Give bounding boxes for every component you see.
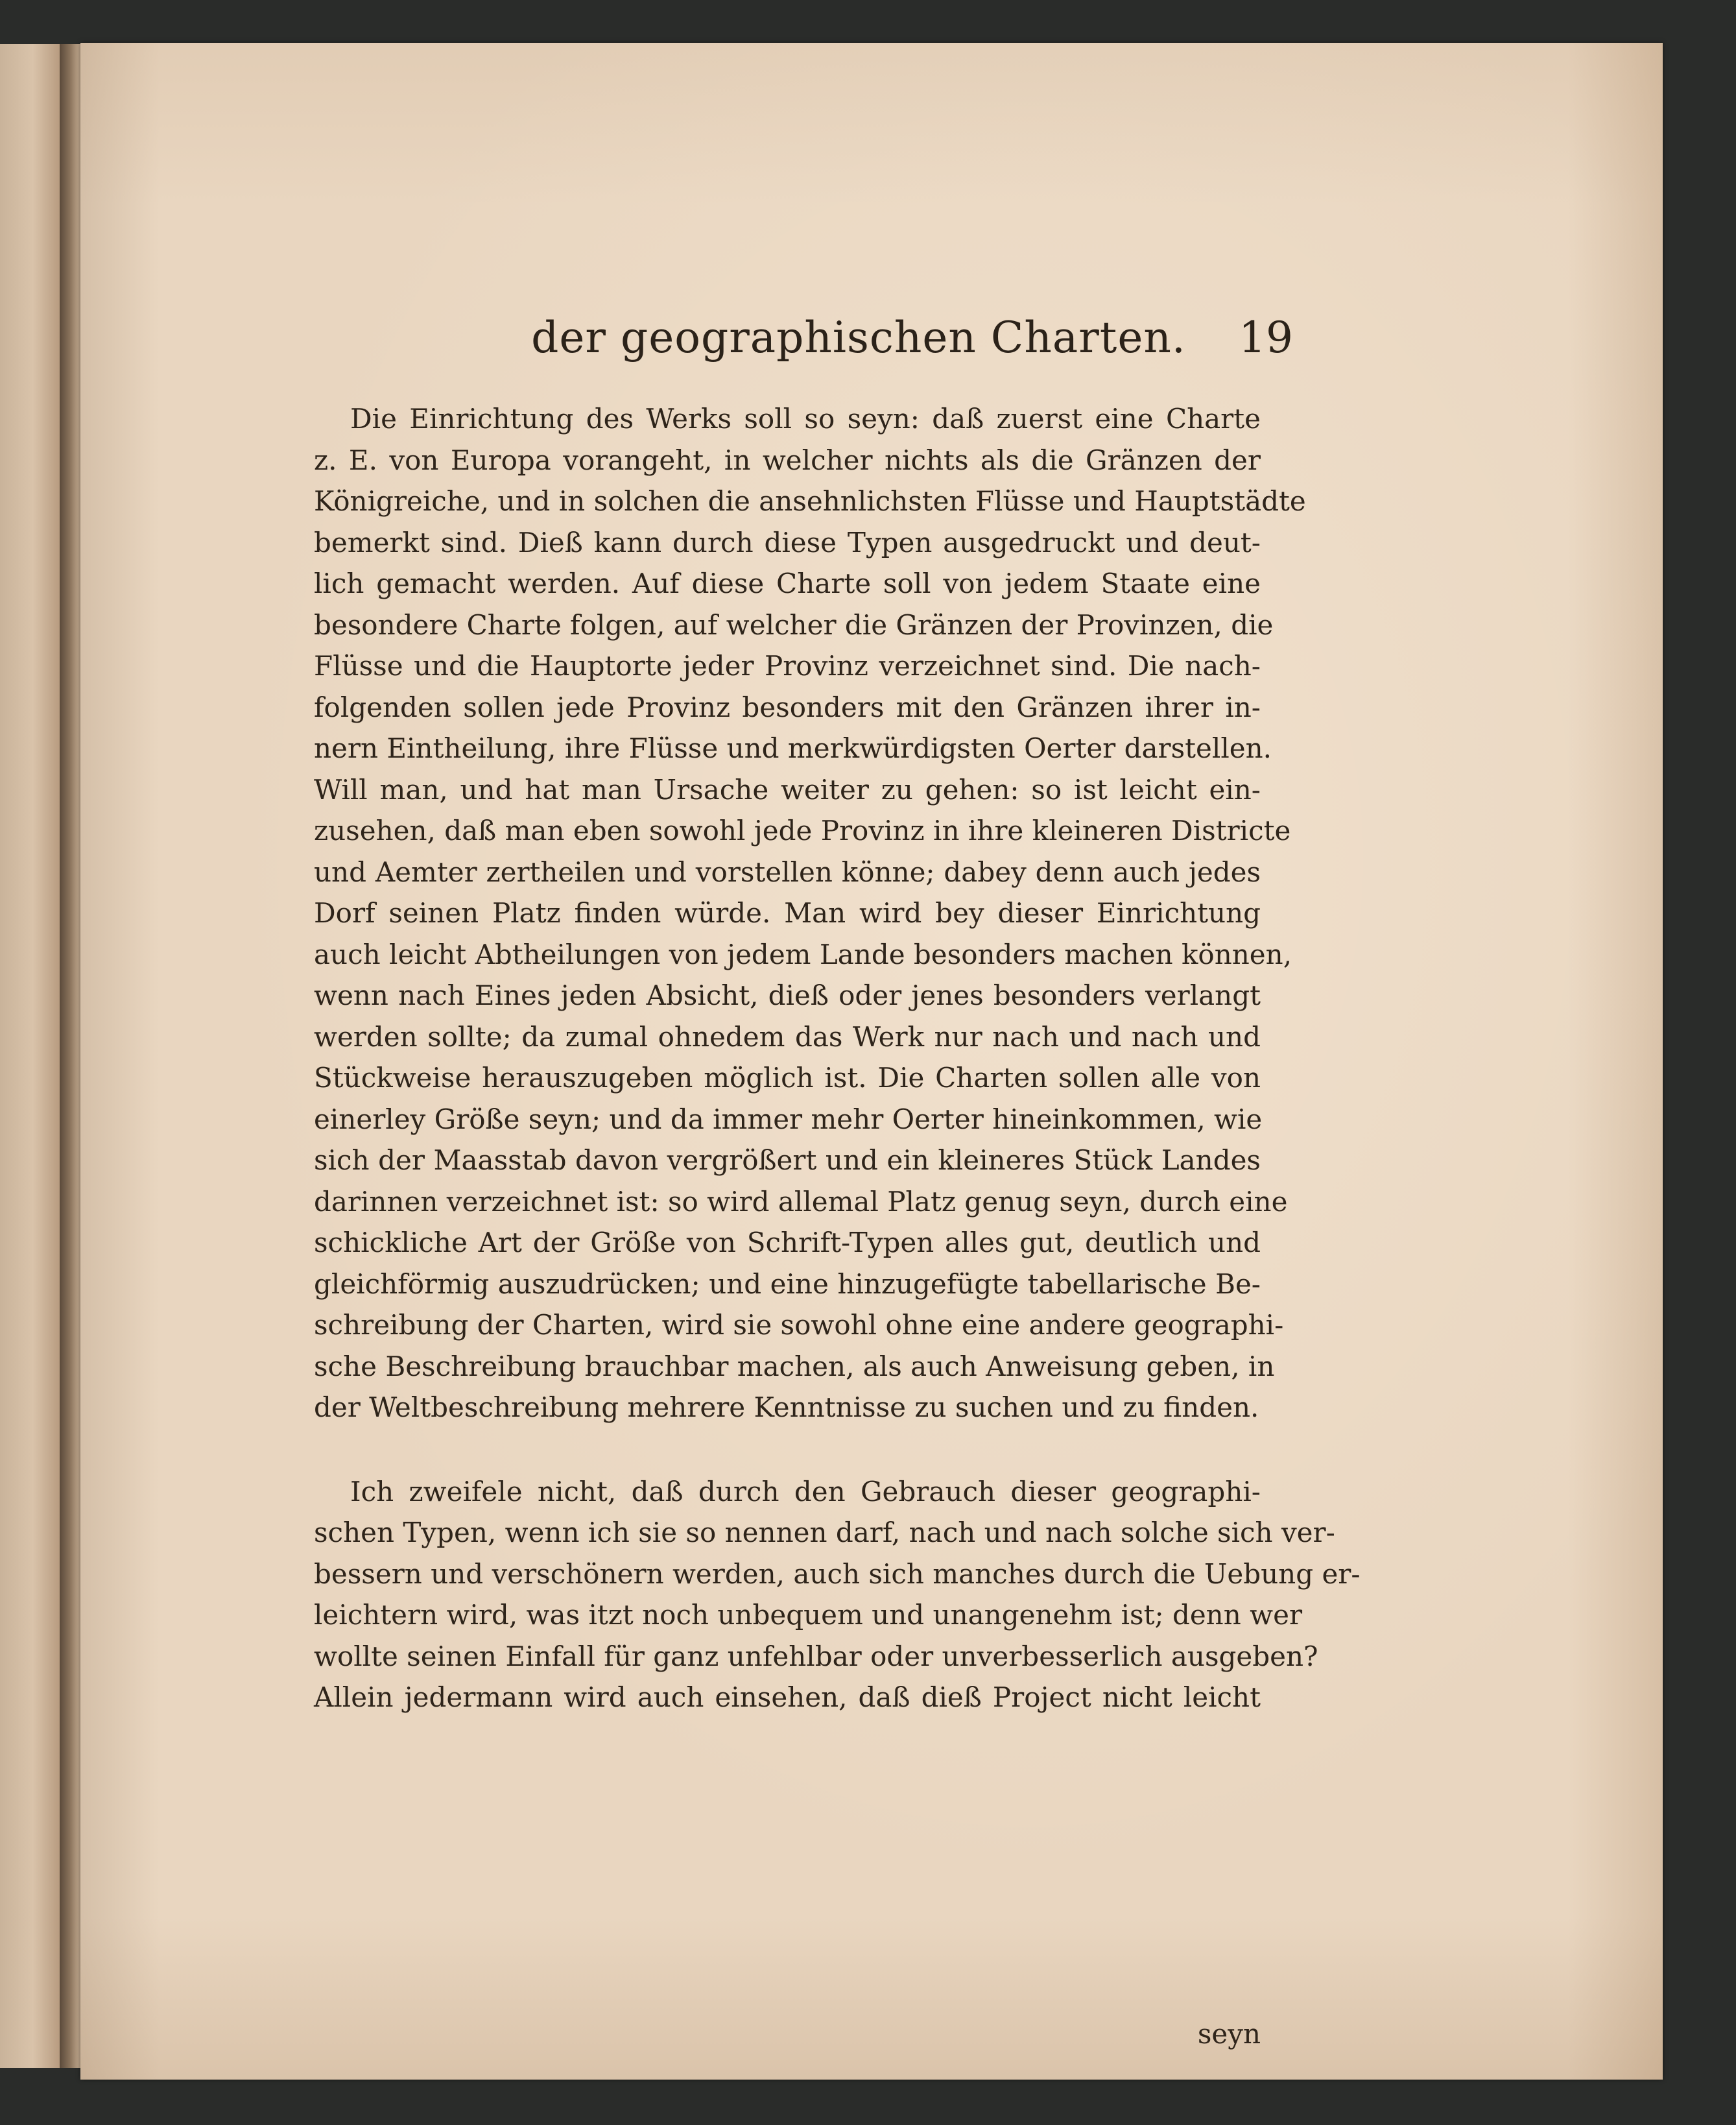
paragraph-2: [314, 1471, 1361, 1718]
text-line: besondere Charte folgen, auf welcher die Gränzen der Provinzen, die: [314, 608, 1274, 641]
text-line: der Weltbeschreibung mehrere Kenntnisse zu suchen und zu finden.: [314, 1391, 1259, 1423]
paragraph-1: [314, 398, 1306, 1428]
text-line: schreibung der Charten, wird sie sowohl ohne eine andere geographi-: [314, 1309, 1284, 1341]
text-line: auch leicht Abtheilungen von jedem Lande besonders machen können,: [314, 938, 1292, 970]
text-line: nern Eintheilung, ihre Flüsse und merkwürdigsten Oerter darstellen.: [314, 732, 1272, 764]
body-text: [314, 398, 1361, 2050]
text-line: und Aemter zertheilen und vorstellen könne; dabey denn auch jedes: [314, 856, 1261, 888]
text-line: Stückweise herauszugeben möglich ist. Die Charten sollen alle von: [314, 1062, 1261, 1094]
text-line: z. E. von Europa vorangeht, in welcher nichts als die Gränzen der: [314, 444, 1261, 476]
page-header: [495, 302, 1293, 374]
text-line: gleichförmig auszudrücken; und eine hinzugefügte tabellarische Be-: [314, 1267, 1261, 1300]
text-line: wenn nach Eines jeden Absicht, dieß oder jenes besonders verlangt: [314, 979, 1261, 1011]
text-line: wollte seinen Einfall für ganz unfehlbar oder unverbesserlich ausgeben?: [314, 1640, 1318, 1672]
text-line: einerley Größe seyn; und da immer mehr Oerter hineinkommen, wie: [314, 1103, 1263, 1135]
text-line: sich der Maasstab davon vergrößert und ein kleineres Stück Landes: [314, 1144, 1261, 1176]
text-line: sche Beschreibung brauchbar machen, als auch Anweisung geben, in: [314, 1350, 1275, 1382]
text-line: Will man, und hat man Ursache weiter zu gehen: so ist leicht ein-: [314, 773, 1261, 806]
text-line: leichtern wird, was itzt noch unbequem und unangenehm ist; denn wer: [314, 1599, 1303, 1631]
text-line: Die Einrichtung des Werks soll so seyn: daß zuerst eine Charte: [350, 403, 1261, 435]
text-line: bessern und verschönern werden, auch sich manches durch die Uebung er-: [314, 1557, 1361, 1590]
text-line: werden sollte; da zumal ohnedem das Werk nur nach und nach und: [314, 1020, 1261, 1053]
text-line: Allein jedermann wird auch einsehen, daß dieß Project nicht leicht: [314, 1681, 1261, 1713]
paragraph-spacer: [314, 1428, 1261, 1471]
text-line: Ich zweifele nicht, daß durch den Gebrauch dieser geographi-: [350, 1475, 1261, 1507]
book-page: [80, 43, 1663, 2080]
text-line: Königreiche, und in solchen die ansehnlichsten Flüsse und Hauptstädte: [314, 485, 1306, 517]
text-line: Dorf seinen Platz finden würde. Man wird bey dieser Einrichtung: [314, 897, 1261, 929]
catchword: seyn: [1197, 2018, 1261, 2050]
text-line: schickliche Art der Größe von Schrift-Typen alles gut, deutlich und: [314, 1227, 1261, 1258]
facing-page-edge: [0, 44, 60, 2068]
page-number: 19: [1239, 313, 1293, 363]
text-line: zusehen, daß man eben sowohl jede Provinz in ihre kleineren Districte: [314, 815, 1291, 846]
text-line: lich gemacht werden. Auf diese Charte soll von jedem Staate eine: [314, 568, 1261, 599]
book-gutter: [60, 44, 80, 2068]
text-line: folgenden sollen jede Provinz besonders mit den Gränzen ihrer in-: [314, 691, 1261, 723]
text-line: Flüsse und die Hauptorte jeder Provinz verzeichnet sind. Die nach-: [314, 650, 1261, 682]
text-line: darinnen verzeichnet ist: so wird allemal Platz genug seyn, durch eine: [314, 1185, 1288, 1218]
text-line: bemerkt sind. Dieß kann durch diese Typen ausgedruckt und deut-: [314, 526, 1261, 558]
text-line: schen Typen, wenn ich sie so nennen darf, nach und nach solche sich ver-: [314, 1517, 1335, 1548]
running-title: der geographischen Charten.: [531, 313, 1186, 363]
